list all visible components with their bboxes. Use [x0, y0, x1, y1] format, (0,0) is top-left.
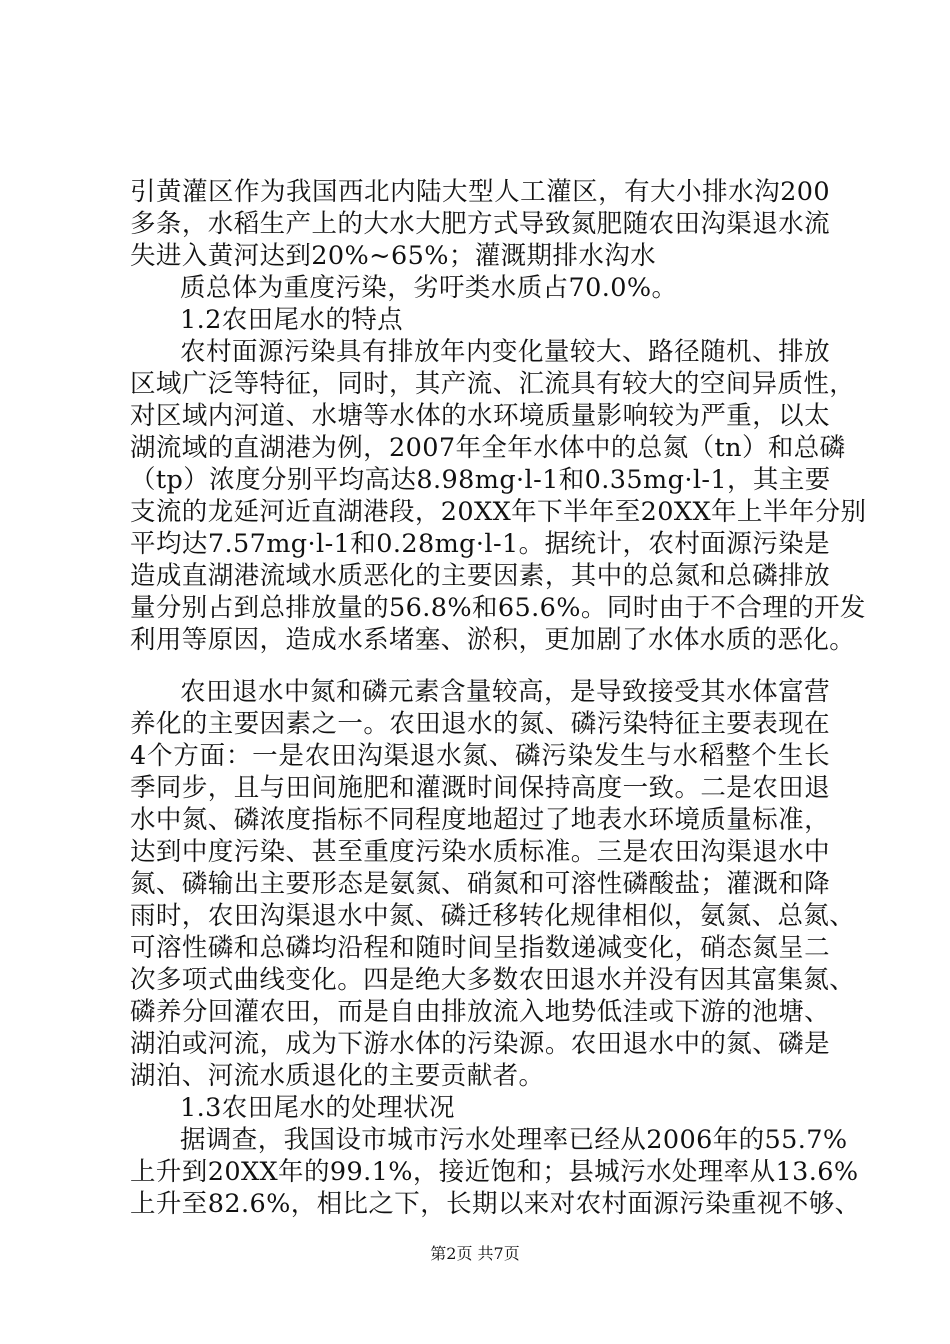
body-text-line: （tp）浓度分别平均高达8.98mg·l-1和0.35mg·l-1，其主要 — [130, 465, 831, 495]
body-text-line: 湖泊、河流水质退化的主要贡献者。 — [130, 1061, 545, 1091]
body-text-line: 量分别占到总排放量的56.8%和65.6%。同时由于不合理的开发 — [130, 593, 866, 623]
body-text-line: 湖泊或河流，成为下游水体的污染源。农田退水中的氮、磷是 — [130, 1029, 830, 1059]
body-text-line: 磷养分回灌农田，而是自由排放流入地势低洼或下游的池塘、 — [130, 997, 830, 1027]
body-text-line: 区域广泛等特征，同时，其产流、汇流具有较大的空间异质性， — [130, 369, 856, 399]
body-text-line: 利用等原因，造成水系堵塞、淤积，更加剧了水体水质的恶化。 — [130, 625, 856, 655]
body-text-line: 季同步，且与田间施肥和灌溉时间保持高度一致。二是农田退 — [130, 773, 830, 803]
page-footer: 第2页 共7页 — [430, 1244, 520, 1263]
body-text-line: 质总体为重度污染，劣吁类水质占70.0%。 — [180, 273, 678, 303]
body-text-line: 对区域内河道、水塘等水体的水环境质量影响较为严重，以太 — [130, 401, 830, 431]
body-text-line: 4个方面：一是农田沟渠退水氮、磷污染发生与水稻整个生长 — [130, 741, 830, 771]
body-text-line: 据调查，我国设市城市污水处理率已经从2006年的55.7% — [180, 1125, 848, 1155]
body-text-line: 养化的主要因素之一。农田退水的氮、磷污染特征主要表现在 — [130, 709, 830, 739]
body-text-line: 平均达7.57mg·l-1和0.28mg·l-1。据统计，农村面源污染是 — [130, 529, 830, 559]
body-text-line: 失进入黄河达到20%~65%；灌溉期排水沟水 — [130, 241, 657, 271]
body-text-line: 氮、磷输出主要形态是氨氮、硝氮和可溶性磷酸盐；灌溉和降 — [130, 869, 830, 899]
body-text-line: 支流的龙延河近直湖港段，20XX年下半年至20XX年上半年分别 — [130, 497, 867, 527]
body-text-line: 农田退水中氮和磷元素含量较高，是导致接受其水体富营 — [180, 677, 830, 707]
body-text-line: 多条，水稻生产上的大水大肥方式导致氮肥随农田沟渠退水流 — [130, 209, 830, 239]
section-heading: 1.3农田尾水的处理状况 — [180, 1093, 455, 1123]
section-heading: 1.2农田尾水的特点 — [180, 305, 404, 335]
body-text-line: 引黄灌区作为我国西北内陆大型人工灌区，有大小排水沟200 — [130, 177, 830, 207]
body-text-line: 上升到20XX年的99.1%，接近饱和；县城污水处理率从13.6% — [130, 1157, 859, 1187]
body-text-line: 次多项式曲线变化。四是绝大多数农田退水并没有因其富集氮、 — [130, 965, 856, 995]
body-text-line: 农村面源污染具有排放年内变化量较大、路径随机、排放 — [180, 337, 830, 367]
body-text-line: 雨时，农田沟渠退水中氮、磷迁移转化规律相似，氨氮、总氮、 — [130, 901, 856, 931]
body-text-line: 可溶性磷和总磷均沿程和随时间呈指数递减变化，硝态氮呈二 — [130, 933, 830, 963]
body-text-line: 上升至82.6%，相比之下，长期以来对农村面源污染重视不够、 — [130, 1189, 861, 1219]
body-text-line: 湖流域的直湖港为例，2007年全年水体中的总氮（tn）和总磷 — [130, 433, 846, 463]
body-text-line: 造成直湖港流域水质恶化的主要因素，其中的总氮和总磷排放 — [130, 561, 830, 591]
body-text-line: 达到中度污染、甚至重度污染水质标准。三是农田沟渠退水中 — [130, 837, 830, 867]
body-text-line: 水中氮、磷浓度指标不同程度地超过了地表水环境质量标准， — [130, 805, 830, 835]
